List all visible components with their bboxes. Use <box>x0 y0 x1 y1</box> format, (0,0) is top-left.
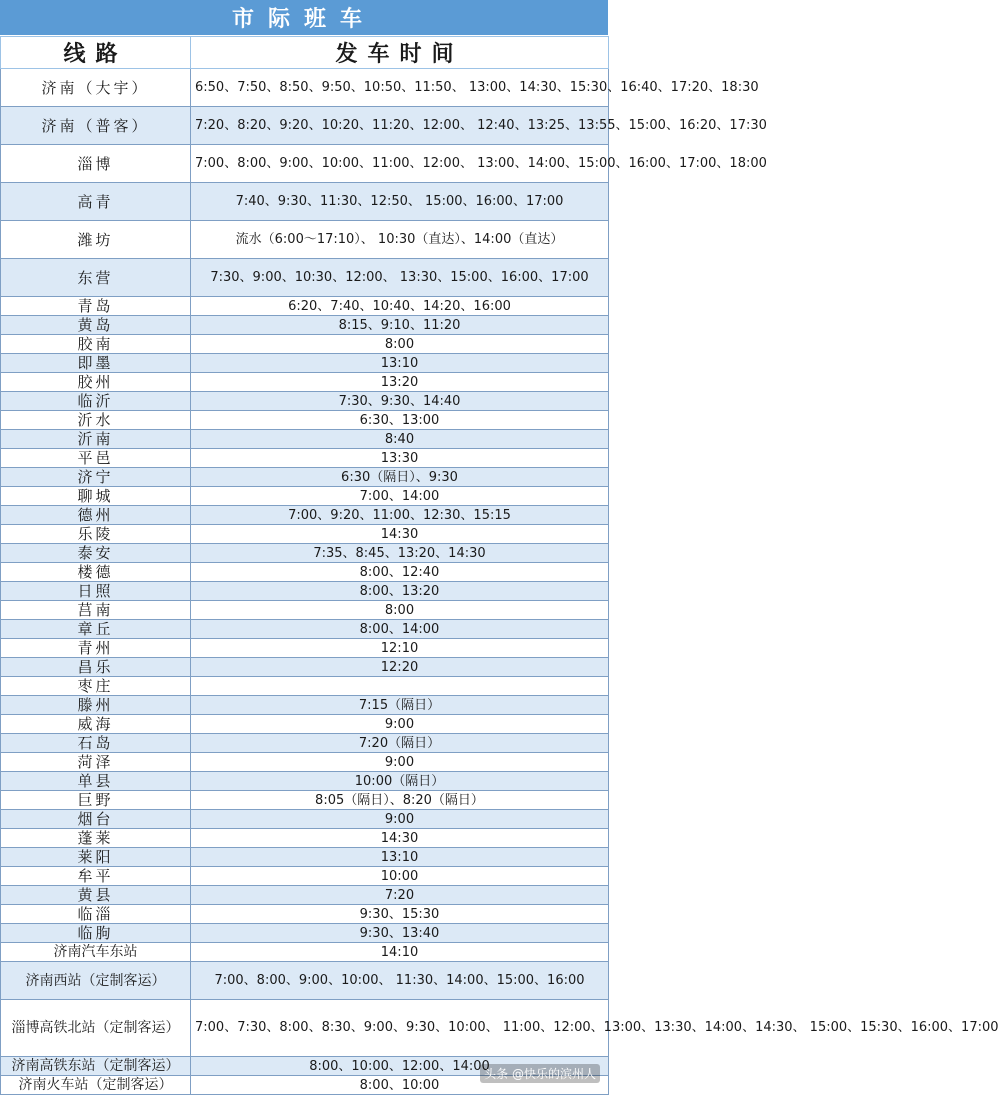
departure-times: 8:00、13:20 <box>191 582 609 601</box>
departure-times: 8:15、9:10、11:20 <box>191 316 609 335</box>
route-name: 济南（大宇） <box>1 69 191 107</box>
table-row <box>1 69 609 107</box>
table-row <box>1 506 609 525</box>
departure-times: 6:50、7:50、8:50、9:50、10:50、11:50、 13:00、14:30、15:30、16:40、17:20、18:30 <box>191 69 609 107</box>
departure-times: 9:00 <box>191 715 609 734</box>
table-row <box>1 468 609 487</box>
header-row <box>1 37 609 69</box>
table-row <box>1 810 609 829</box>
table-row <box>1 107 609 145</box>
route-name: 枣庄 <box>1 677 191 696</box>
table-row <box>1 582 609 601</box>
departure-times: 6:30、13:00 <box>191 411 609 430</box>
route-name: 石岛 <box>1 734 191 753</box>
table-row <box>1 905 609 924</box>
departure-times: 7:40、9:30、11:30、12:50、 15:00、16:00、17:00 <box>191 183 609 221</box>
departure-times: 9:30、15:30 <box>191 905 609 924</box>
table-row <box>1 430 609 449</box>
route-name: 牟平 <box>1 867 191 886</box>
header-time: 发车时间 <box>191 37 609 69</box>
table-row <box>1 411 609 430</box>
route-name: 单县 <box>1 772 191 791</box>
departure-times: 7:35、8:45、13:20、14:30 <box>191 544 609 563</box>
route-name: 巨野 <box>1 791 191 810</box>
departure-times: 9:30、13:40 <box>191 924 609 943</box>
route-name: 高青 <box>1 183 191 221</box>
route-name: 聊城 <box>1 487 191 506</box>
table-row <box>1 221 609 259</box>
route-name: 淄博 <box>1 145 191 183</box>
route-name: 胶州 <box>1 373 191 392</box>
schedule-rows <box>1 69 999 1095</box>
route-name: 淄博高铁北站（定制客运） <box>1 1000 191 1057</box>
route-name: 黄县 <box>1 886 191 905</box>
route-name: 济南高铁东站（定制客运） <box>1 1057 191 1076</box>
route-name: 东营 <box>1 259 191 297</box>
table-row <box>1 183 609 221</box>
departure-times: 8:00、10:00 <box>191 1076 609 1095</box>
route-name: 平邑 <box>1 449 191 468</box>
table-row <box>1 791 609 810</box>
departure-times: 8:00、12:40 <box>191 563 609 582</box>
departure-times: 8:00、14:00 <box>191 620 609 639</box>
route-name: 临朐 <box>1 924 191 943</box>
route-name: 德州 <box>1 506 191 525</box>
table-row <box>1 829 609 848</box>
departure-times: 7:00、8:00、9:00、10:00、11:00、12:00、 13:00、14:00、15:00、16:00、17:00、18:00 <box>191 145 609 183</box>
table-row <box>1 715 609 734</box>
route-name: 章丘 <box>1 620 191 639</box>
table-row <box>1 601 609 620</box>
route-name: 青岛 <box>1 297 191 316</box>
table-row <box>1 848 609 867</box>
table-row <box>1 487 609 506</box>
departure-times: 12:10 <box>191 639 609 658</box>
departure-times: 6:30（隔日）、9:30 <box>191 468 609 487</box>
page-title: 市际班车 <box>0 0 608 36</box>
route-name: 莒南 <box>1 601 191 620</box>
route-name: 日照 <box>1 582 191 601</box>
departure-times: 13:20 <box>191 373 609 392</box>
departure-times: 7:20 <box>191 886 609 905</box>
departure-times: 10:00（隔日） <box>191 772 609 791</box>
departure-times: 流水（6:00～17:10）、 10:30（直达）、14:00（直达） <box>191 221 609 259</box>
departure-times: 7:20（隔日） <box>191 734 609 753</box>
departure-times: 6:20、7:40、10:40、14:20、16:00 <box>191 297 609 316</box>
departure-times: 13:10 <box>191 354 609 373</box>
departure-times <box>191 677 609 696</box>
route-name: 胶南 <box>1 335 191 354</box>
route-name: 黄岛 <box>1 316 191 335</box>
departure-times: 8:05（隔日）、8:20（隔日） <box>191 791 609 810</box>
route-name: 沂水 <box>1 411 191 430</box>
departure-times: 7:15（隔日） <box>191 696 609 715</box>
route-name: 济南火车站（定制客运） <box>1 1076 191 1095</box>
route-name: 济宁 <box>1 468 191 487</box>
departure-times: 14:10 <box>191 943 609 962</box>
departure-times: 7:00、14:00 <box>191 487 609 506</box>
table-row <box>1 658 609 677</box>
route-name: 威海 <box>1 715 191 734</box>
departure-times: 8:00 <box>191 601 609 620</box>
table-row <box>1 449 609 468</box>
departure-times: 8:40 <box>191 430 609 449</box>
table-row <box>1 772 609 791</box>
table-row <box>1 145 609 183</box>
departure-times: 7:30、9:00、10:30、12:00、 13:30、15:00、16:00、17:00 <box>191 259 609 297</box>
table-row <box>1 563 609 582</box>
route-name: 菏泽 <box>1 753 191 772</box>
departure-times: 7:00、7:30、8:00、8:30、9:00、9:30、10:00、 11:00、12:00、13:00、13:30、14:00、14:30、 15:00、15:30、16:00、17:00 <box>191 1000 609 1057</box>
table-row <box>1 886 609 905</box>
departure-times: 9:00 <box>191 810 609 829</box>
table-row <box>1 962 609 1000</box>
route-name: 沂南 <box>1 430 191 449</box>
table-row <box>1 335 609 354</box>
route-name: 蓬莱 <box>1 829 191 848</box>
table-row <box>1 259 609 297</box>
departure-times: 7:30、9:30、14:40 <box>191 392 609 411</box>
route-name: 莱阳 <box>1 848 191 867</box>
route-name: 泰安 <box>1 544 191 563</box>
table-row <box>1 620 609 639</box>
departure-times: 14:30 <box>191 829 609 848</box>
schedule-table <box>0 36 999 1095</box>
route-name: 济南西站（定制客运） <box>1 962 191 1000</box>
table-row <box>1 753 609 772</box>
route-name: 潍坊 <box>1 221 191 259</box>
route-name: 临沂 <box>1 392 191 411</box>
departure-times: 13:30 <box>191 449 609 468</box>
route-name: 烟台 <box>1 810 191 829</box>
route-name: 滕州 <box>1 696 191 715</box>
table-row <box>1 316 609 335</box>
departure-times: 12:20 <box>191 658 609 677</box>
table-row <box>1 392 609 411</box>
table-row <box>1 544 609 563</box>
route-name: 济南汽车东站 <box>1 943 191 962</box>
table-row <box>1 677 609 696</box>
route-name: 乐陵 <box>1 525 191 544</box>
table-row <box>1 525 609 544</box>
departure-times: 7:20、8:20、9:20、10:20、11:20、12:00、 12:40、13:25、13:55、15:00、16:20、17:30 <box>191 107 609 145</box>
departure-times: 8:00 <box>191 335 609 354</box>
table-row <box>1 696 609 715</box>
table-row <box>1 734 609 753</box>
watermark: 头条 @快乐的滨州人 <box>480 1064 600 1083</box>
route-name: 临淄 <box>1 905 191 924</box>
table-row <box>1 354 609 373</box>
route-name: 昌乐 <box>1 658 191 677</box>
departure-times: 9:00 <box>191 753 609 772</box>
departure-times: 7:00、8:00、9:00、10:00、 11:30、14:00、15:00、16:00 <box>191 962 609 1000</box>
departure-times: 7:00、9:20、11:00、12:30、15:15 <box>191 506 609 525</box>
departure-times: 13:10 <box>191 848 609 867</box>
header-line: 线路 <box>1 37 191 69</box>
table-row <box>1 924 609 943</box>
table-row <box>1 297 609 316</box>
route-name: 青州 <box>1 639 191 658</box>
route-name: 楼德 <box>1 563 191 582</box>
table-row <box>1 867 609 886</box>
table-row <box>1 373 609 392</box>
table-row <box>1 943 609 962</box>
table-row <box>1 1000 609 1057</box>
departure-times: 14:30 <box>191 525 609 544</box>
departure-times: 8:00、10:00、12:00、14:00 <box>191 1057 609 1076</box>
departure-times: 10:00 <box>191 867 609 886</box>
route-name: 即墨 <box>1 354 191 373</box>
route-name: 济南（普客） <box>1 107 191 145</box>
table-row <box>1 639 609 658</box>
